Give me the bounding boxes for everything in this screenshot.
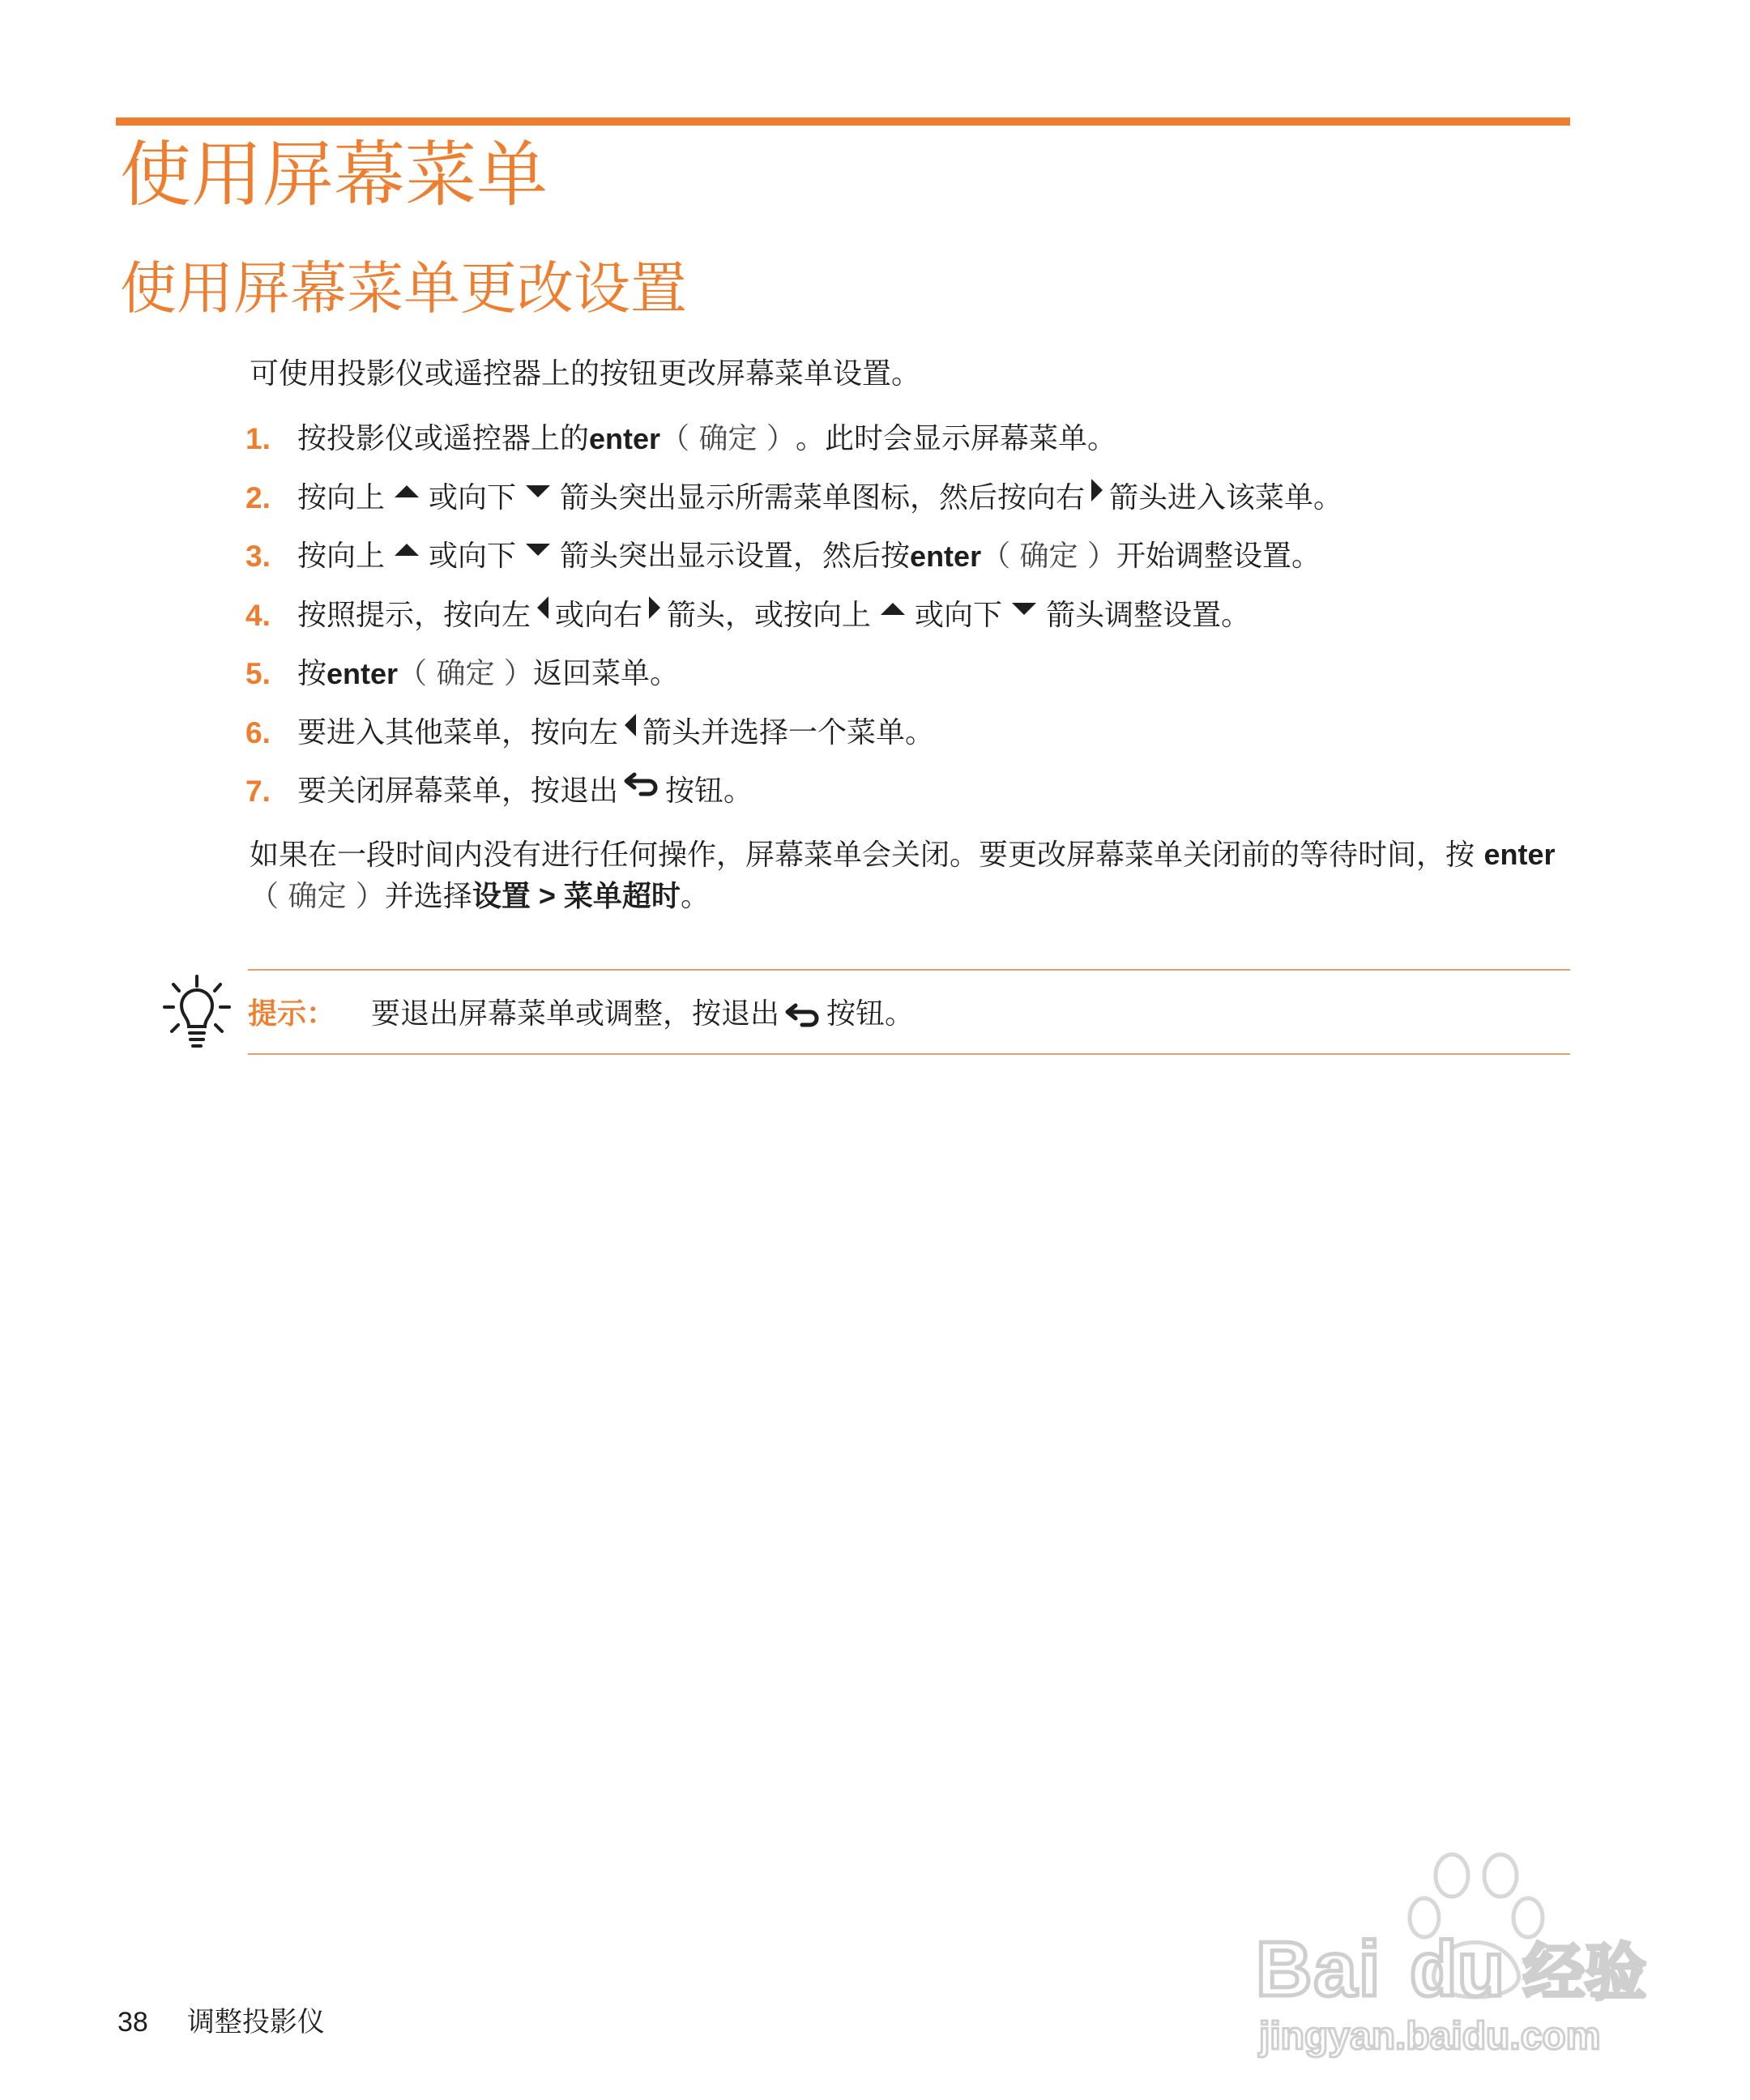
step-text: 。此时会显示屏幕菜单。 [795, 422, 1116, 455]
step-text: 返回菜单。 [532, 657, 679, 690]
svg-text:du: du [1410, 1926, 1505, 2012]
page-footer [117, 2003, 325, 2042]
step-7 [245, 772, 1342, 831]
arrow-up-icon [881, 603, 905, 615]
step-4 [245, 596, 1342, 655]
step-text: 开始调整设置。 [1116, 540, 1321, 573]
step-text: 或向下 [429, 480, 517, 514]
step-number: 4. [245, 598, 271, 632]
step-text: 按向上 [297, 480, 386, 514]
step-6 [245, 714, 1342, 773]
step-3 [245, 537, 1342, 596]
footer-section: 调整投影仪 [186, 2006, 325, 2038]
lightbulb-icon [162, 975, 232, 1052]
enter-key-label: enter [589, 422, 661, 455]
step-number: 7. [245, 775, 271, 808]
step-text: 按向上 [297, 540, 386, 573]
menu-path: 设置 > 菜单超时 [472, 879, 681, 912]
tip-text-before: 要退出屏幕菜单或调整，按退出 [371, 997, 780, 1031]
arrow-right-icon [1091, 479, 1103, 502]
arrow-up-icon [395, 485, 419, 497]
enter-key-label: enter [910, 540, 982, 573]
tip-label: 提示： [248, 997, 336, 1031]
step-text: 按 [297, 657, 327, 690]
step-2 [245, 479, 1342, 538]
arrow-up-icon [395, 544, 419, 556]
tip-bottom-rule [248, 1053, 1570, 1055]
tip-top-rule [248, 969, 1570, 971]
step-number: 3. [245, 540, 271, 573]
confirm-label: （ 确定 ） [660, 422, 796, 455]
confirm-label: （ 确定 ） [981, 540, 1116, 573]
confirm-label: （ 确定 ） [250, 880, 385, 913]
step-text: 或向下 [915, 598, 1003, 632]
back-icon [784, 1003, 822, 1027]
enter-key-label: enter [1483, 838, 1556, 871]
intro-paragraph: 可使用投影仪或遥控器上的按钮更改屏幕菜单设置。 [250, 357, 921, 391]
arrow-left-icon [625, 714, 636, 736]
step-number: 5. [245, 657, 271, 690]
tip-text [371, 995, 914, 1034]
step-text: 箭头并选择一个菜单。 [642, 715, 935, 749]
step-text: 箭头进入该菜单。 [1109, 480, 1343, 514]
section-title: 使用屏幕菜单更改设置 [120, 255, 687, 322]
step-text: 要关闭屏幕菜单，按退出 [297, 775, 619, 808]
step-1 [245, 420, 1342, 479]
step-text: 箭头调整设置。 [1046, 598, 1251, 632]
arrow-right-icon [649, 596, 660, 619]
step-text: 按投影仪或遥控器上的 [297, 422, 590, 455]
step-number: 2. [245, 480, 271, 514]
steps-list [245, 420, 1342, 831]
step-text: 按钮。 [665, 775, 753, 808]
confirm-label: （ 确定 ） [398, 657, 533, 690]
step-text: 要进入其他菜单，按向左 [297, 715, 619, 749]
step-text: 箭头，或按向上 [667, 598, 872, 632]
page-title: 使用屏幕菜单 [120, 133, 548, 216]
outro-text: 。 [680, 880, 710, 913]
arrow-down-icon [1012, 603, 1036, 615]
baidu-watermark-logo [1248, 1851, 1669, 2062]
outro-text: 如果在一段时间内没有进行任何操作，屏幕菜单会关闭。要更改屏幕菜单关闭前的等待时间，按 [250, 839, 1484, 872]
arrow-left-icon [537, 596, 548, 619]
svg-text:jingyan.baidu.com: jingyan.baidu.com [1259, 2015, 1601, 2058]
step-text: 箭头突出显示设置，然后按 [560, 540, 911, 573]
tip-text-after: 按钮。 [826, 997, 915, 1031]
outro-text: 并选择 [384, 880, 472, 913]
step-number: 6. [245, 715, 271, 749]
step-text: 或向右 [555, 598, 643, 632]
step-text: 或向下 [429, 540, 517, 573]
arrow-down-icon [526, 485, 550, 497]
arrow-down-icon [526, 544, 550, 556]
svg-text:Bai: Bai [1256, 1926, 1382, 2012]
back-icon [623, 772, 660, 796]
enter-key-label: enter [327, 657, 399, 690]
step-text: 按照提示，按向左 [297, 598, 531, 632]
top-rule [116, 117, 1570, 126]
step-number: 1. [245, 422, 271, 455]
step-5 [245, 655, 1342, 714]
svg-text:经验: 经验 [1523, 1936, 1646, 2008]
page-number: 38 [117, 2007, 148, 2038]
step-text: 箭头突出显示所需菜单图标，然后按向右 [560, 480, 1086, 514]
timeout-paragraph [250, 834, 1562, 917]
